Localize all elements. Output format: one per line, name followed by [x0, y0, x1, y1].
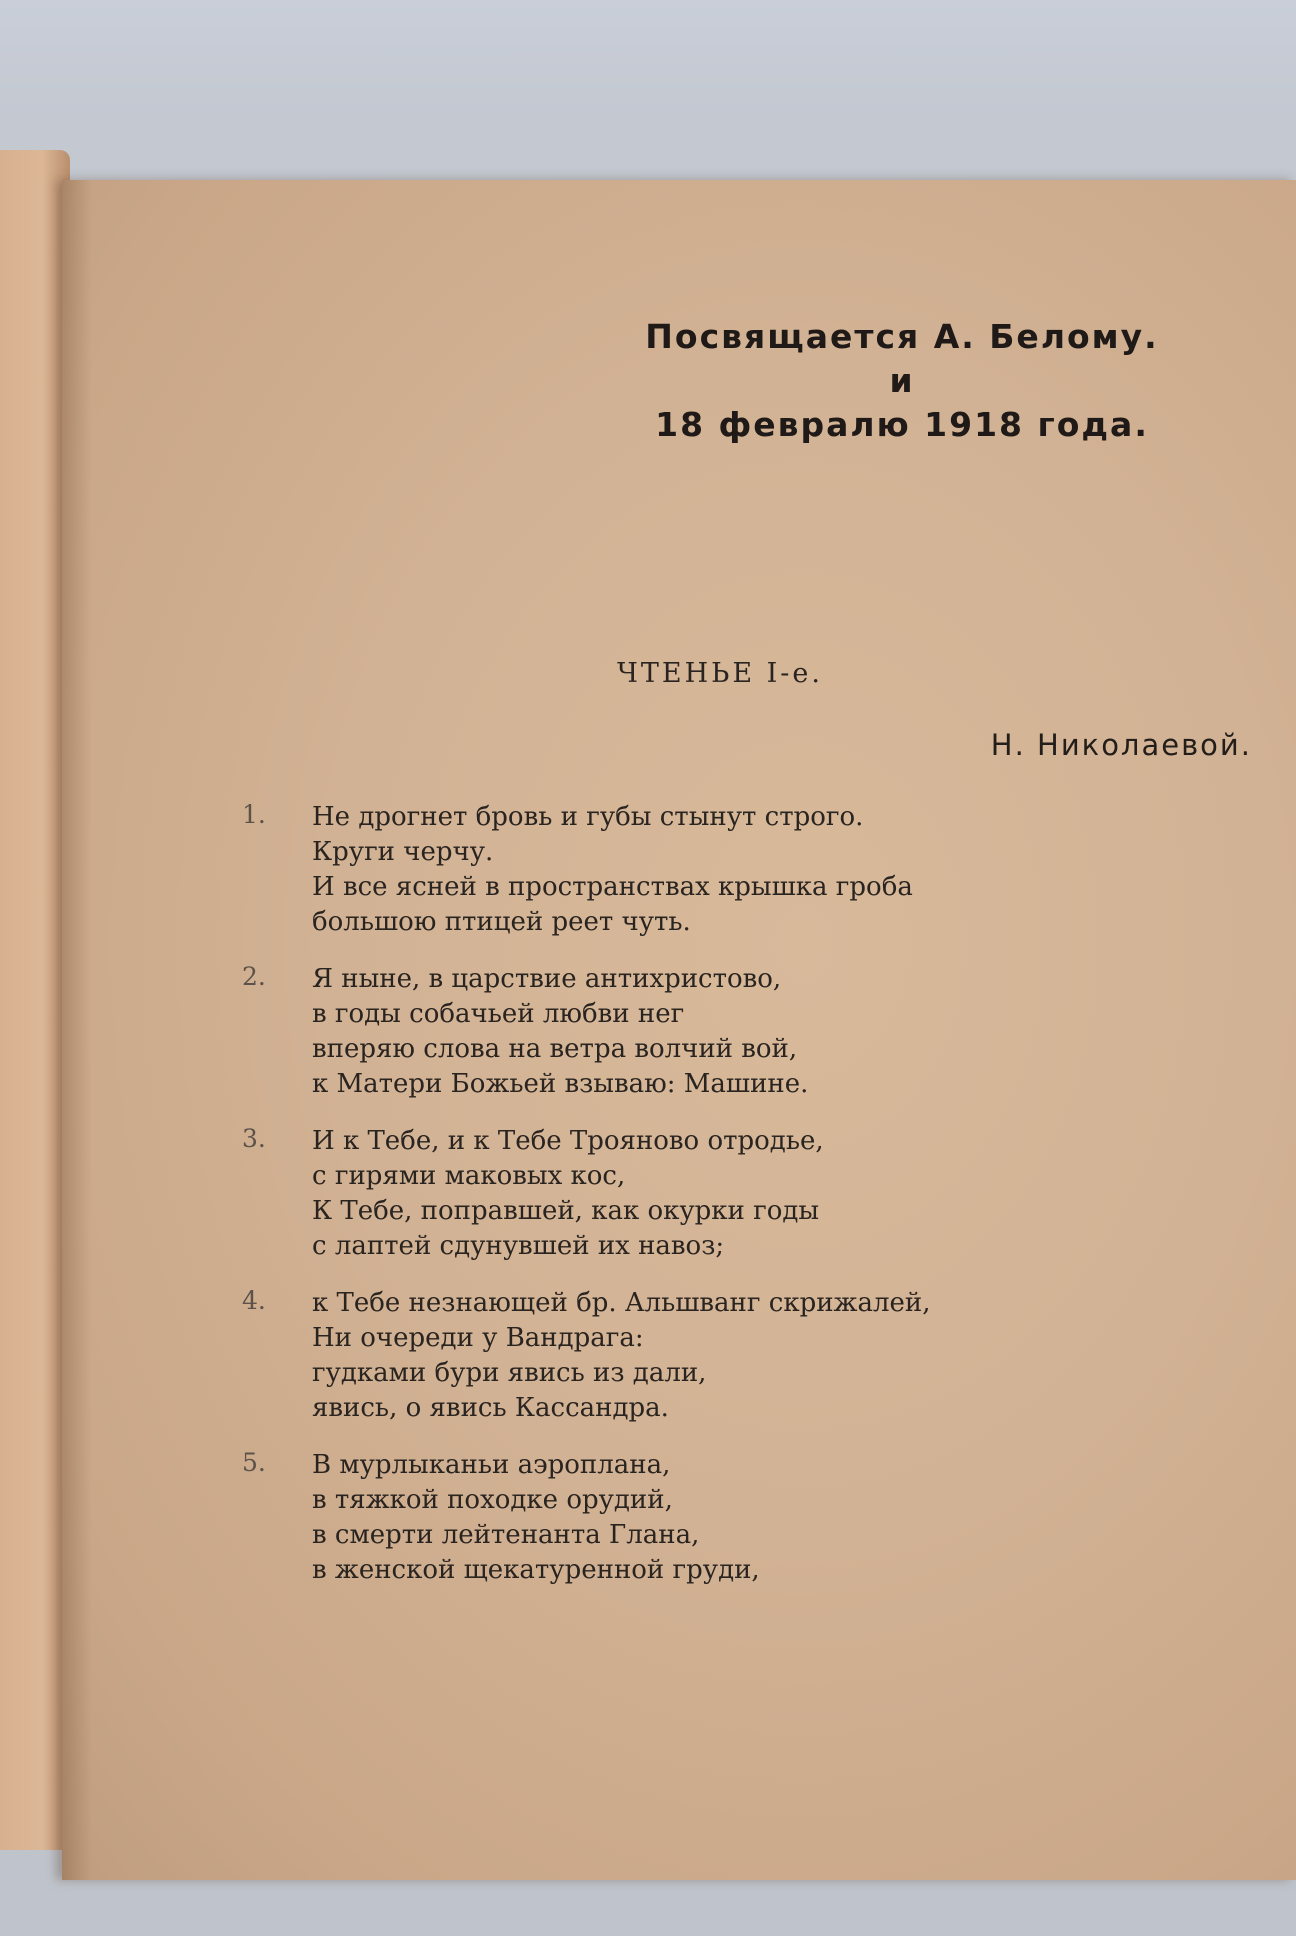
- reading-title: ЧТЕНЬЕ I-е.: [617, 658, 823, 689]
- spine-shadow: [62, 180, 92, 1880]
- poem-line: с гирями маковых кос,: [312, 1161, 626, 1191]
- poem-line: в смерти лейтенанта Глана,: [312, 1520, 700, 1550]
- poem-line: В мурлыканьи аэроплана,: [312, 1450, 671, 1480]
- poem-line: гудками бури явись из дали,: [312, 1358, 707, 1388]
- poem-line: в женской щекатуренной груди,: [312, 1555, 760, 1585]
- stanza-number: 1.: [242, 800, 266, 829]
- stanza-number: 4.: [242, 1286, 266, 1315]
- poem-line: в тяжкой походке орудий,: [312, 1485, 673, 1515]
- poem-line: большою птицей реет чуть.: [312, 907, 691, 937]
- poem-line: явись, о явись Кассандра.: [312, 1393, 669, 1423]
- stanza: [242, 1286, 1142, 1426]
- left-page-edge: [0, 150, 70, 1850]
- poem-line: Не дрогнет бровь и губы стынут строго.: [312, 802, 864, 832]
- stanza: [242, 800, 1142, 940]
- stanza: [242, 1448, 1142, 1588]
- book-page: [62, 180, 1296, 1880]
- stanza-number: 5.: [242, 1448, 266, 1477]
- poem-line: к Матери Божьей взываю: Машине.: [312, 1069, 809, 1099]
- dedication: [562, 315, 1242, 447]
- poem-line: вперяю слова на ветра волчий вой,: [312, 1034, 798, 1064]
- stanza: [242, 1124, 1142, 1264]
- stanza: [242, 962, 1142, 1102]
- poem-line: И все ясней в пространствах крышка гроба: [312, 872, 913, 902]
- poem-line: И к Тебе, и к Тебе Трояново отродье,: [312, 1126, 824, 1156]
- poem-line: с лаптей сдунувшей их навоз;: [312, 1231, 725, 1261]
- dedication-line: 18 февралю 1918 года.: [655, 405, 1149, 444]
- poem-line: в годы собачьей любви нег: [312, 999, 685, 1029]
- poem-stanzas: [242, 800, 1142, 1610]
- stanza-number: 2.: [242, 962, 266, 991]
- author-name: Н. Николаевой.: [990, 728, 1252, 762]
- poem-line: Я ныне, в царствие антихристово,: [312, 964, 782, 994]
- poem-line: К Тебе, поправшей, как окурки годы: [312, 1196, 820, 1226]
- poem-line: к Тебе незнающей бр. Альшванг скрижалей,: [312, 1288, 931, 1318]
- dedication-line: и: [889, 361, 915, 400]
- poem-line: Ни очереди у Вандрага:: [312, 1323, 644, 1353]
- dedication-line: Посвящается А. Белому.: [645, 317, 1159, 356]
- stanza-number: 3.: [242, 1124, 266, 1153]
- poem-line: Круги черчу.: [312, 837, 494, 867]
